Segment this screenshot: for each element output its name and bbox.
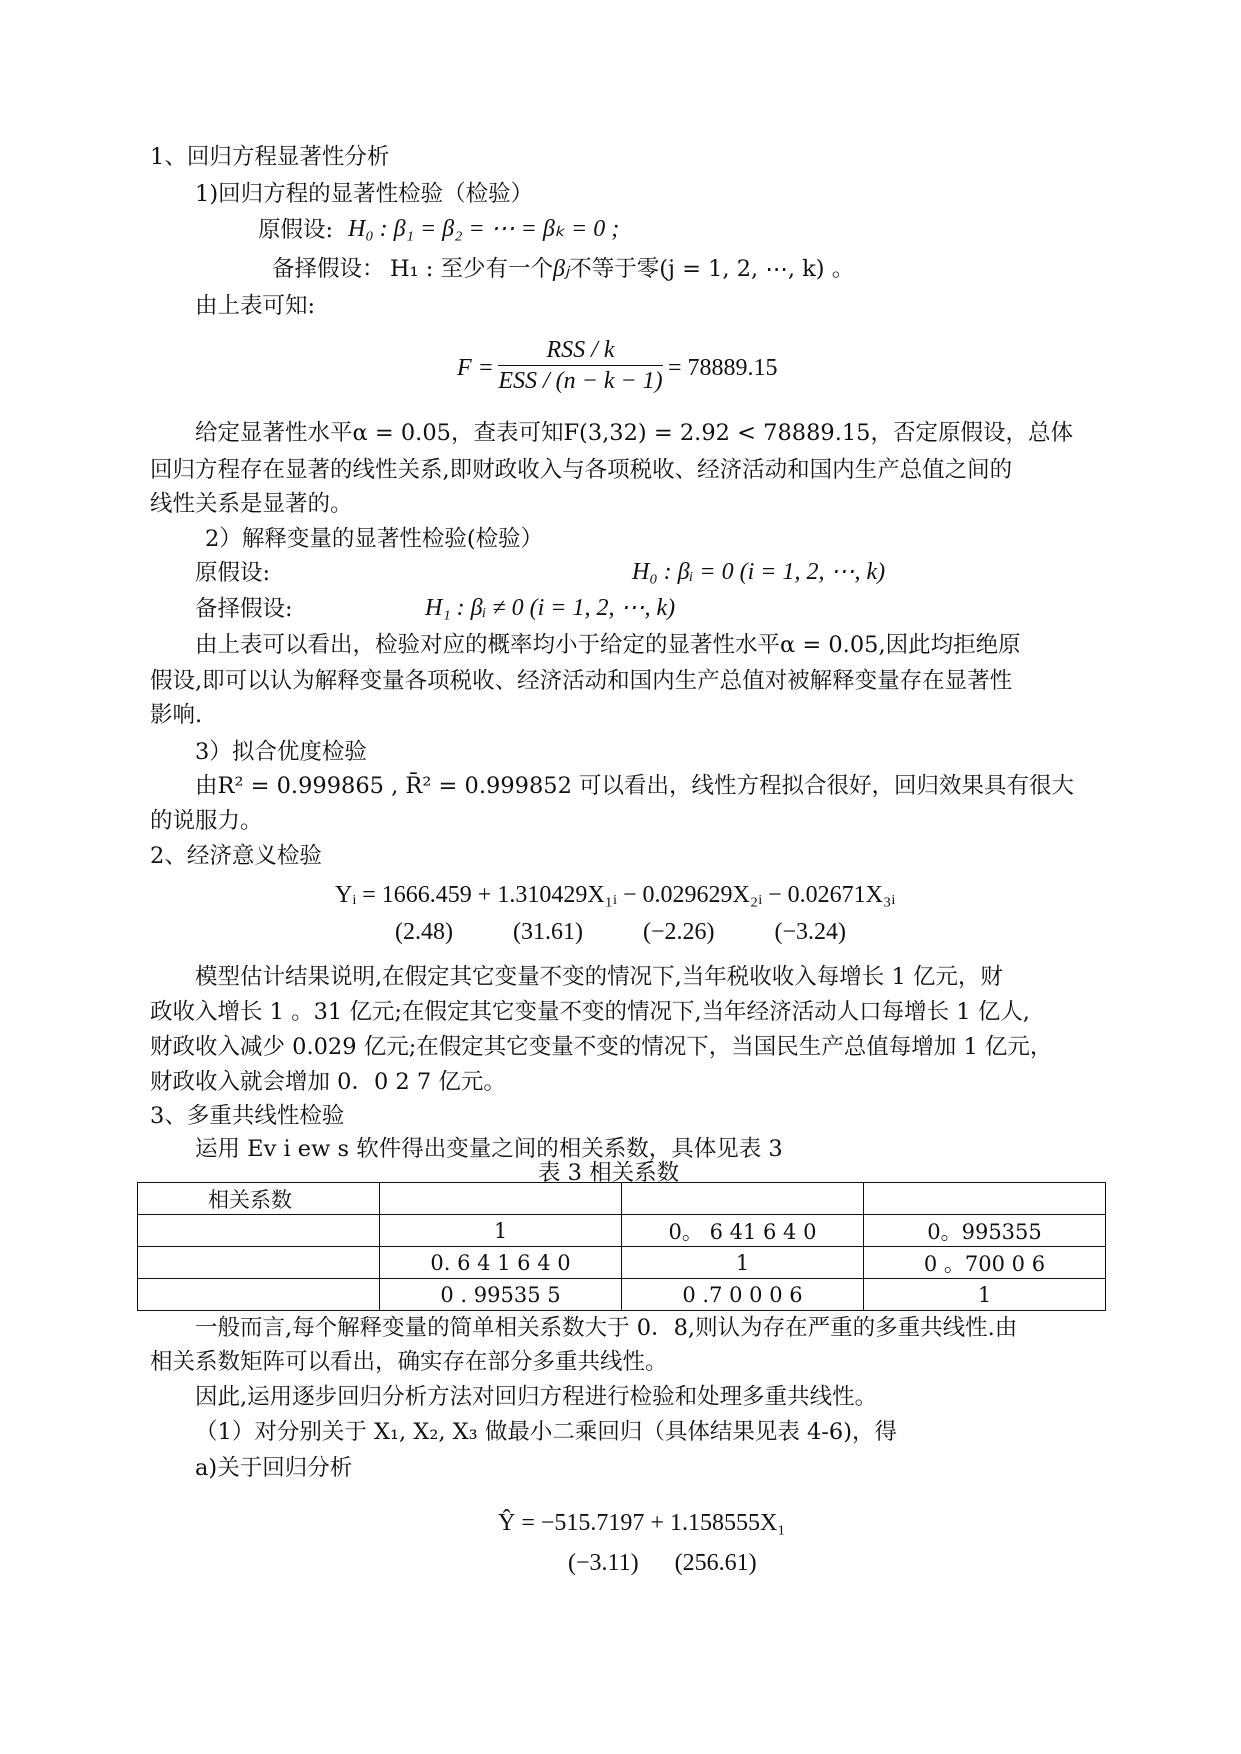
table-cell: 0 。700 0 6: [864, 1247, 1106, 1279]
t-test-null-label: 原假设:: [195, 560, 271, 586]
table-cell: [864, 1183, 1106, 1215]
table-header-cell: 相关系数: [138, 1183, 380, 1215]
table-cell: [622, 1183, 864, 1215]
null-hypothesis-label: 原假设:: [258, 217, 334, 243]
f-statistic-lhs: F =: [457, 355, 494, 381]
table-cell: 0 . 99535 5: [380, 1279, 622, 1311]
t-test-paragraph-line-1: 由上表可以看出，检验对应的概率均小于给定的显著性水平α = 0.05,因此均拒绝原: [195, 632, 1021, 658]
table-cell: 0 .7 0 0 0 6: [622, 1279, 864, 1311]
table-cell: [138, 1247, 380, 1279]
table-row: [138, 1183, 1106, 1215]
alt-hyp-part-a: H₁ : 至少有一个: [390, 256, 554, 282]
subsection-2-title: 2）解释变量的显著性检验(检验）: [205, 526, 544, 552]
stepwise-regression-line: 因此,运用逐步回归分析方法对回归方程进行检验和处理多重共线性。: [195, 1384, 878, 1410]
table-row: [138, 1279, 1106, 1311]
economic-meaning-line-2: 政收入增长 1 。31 亿元;在假定其它变量不变的情况下,当年经济活动人口每增长 1 亿人,: [150, 999, 1030, 1025]
table-cell: [138, 1279, 380, 1311]
f-test-paragraph-line-2: 回归方程存在显著的线性关系,即财政收入与各项税收、经济活动和国内生产总值之间的: [150, 457, 1013, 483]
t-test-paragraph-line-2: 假设,即可以认为解释变量各项税收、经济活动和国内生产总值对被解释变量存在显著性: [150, 668, 1013, 694]
table-cell: 1: [622, 1247, 864, 1279]
ols-regression-line: （1）对分别关于 X₁, X₂, X₃ 做最小二乘回归（具体结果见表 4-6)，得: [195, 1419, 898, 1445]
regression-equation-2: Ŷ = −515.7197 + 1.158555X₁: [498, 1510, 786, 1536]
economic-meaning-line-1: 模型估计结果说明,在假定其它变量不变的情况下,当年税收收入每增长 1 亿元，财: [195, 964, 1003, 990]
t-test-alt-label: 备择假设:: [195, 596, 293, 622]
regression-equation-1: Yᵢ = 1666.459 + 1.310429X₁ᵢ − 0.029629X₂ᵢ − 0.02671X₃ᵢ: [335, 882, 896, 908]
table-row: [138, 1215, 1106, 1247]
regression-equation-1-t-values: (2.48) (31.61) (−2.26) (−3.24): [395, 919, 847, 945]
alt-hyp-beta-j: βⱼ: [553, 256, 570, 282]
f-test-paragraph-line-1: 给定显著性水平α = 0.05，查表可知F(3,32) = 2.92 < 78889.15，否定原假设，总体: [195, 420, 1073, 446]
null-hypothesis-expression: H₀ : β₁ = β₂ = ⋯ = βₖ = 0 ;: [348, 216, 620, 242]
f-fraction-denominator: ESS / (n − k − 1): [498, 365, 663, 396]
table-row: [138, 1247, 1106, 1279]
alt-hyp-part-c: 不等于零(j = 1, 2, ⋯, k) 。: [569, 256, 855, 282]
table-cell: 0。 6 41 6 4 0: [622, 1215, 864, 1247]
table-cell: [138, 1215, 380, 1247]
section-3-heading: 3、多重共线性检验: [150, 1103, 345, 1129]
t-test-paragraph-line-3: 影响.: [150, 702, 203, 728]
multicollinearity-line-2: 相关系数矩阵可以看出，确实存在部分多重共线性。: [150, 1349, 668, 1375]
section-2-heading: 2、经济意义检验: [150, 843, 322, 869]
multicollinearity-line-1: 一般而言,每个解释变量的简单相关系数大于 0．8,则认为存在严重的多重共线性.由: [195, 1315, 1018, 1341]
table-reference-intro: 由上表可知:: [195, 293, 316, 319]
regression-analysis-subtitle: a)关于回归分析: [195, 1455, 353, 1481]
f-statistic-value: = 78889.15: [668, 355, 778, 381]
regression-equation-2-t-values: (−3.11) (256.61): [568, 1550, 757, 1576]
alternative-hypothesis-label: 备择假设：: [272, 256, 385, 282]
t-test-alt-expression: H₁ : βᵢ ≠ 0 (i = 1, 2, ⋯, k): [425, 595, 676, 621]
subsection-1-title: 1)回归方程的显著性检验（检验）: [195, 181, 534, 207]
f-fraction-numerator: RSS / k: [546, 337, 615, 363]
goodness-of-fit-line-2: 的说服力。: [150, 808, 263, 834]
subsection-3-title: 3）拟合优度检验: [195, 739, 367, 765]
eviews-paragraph: 运用 Ev i ew s 软件得出变量之间的相关系数，具体见表 3: [195, 1136, 783, 1162]
f-test-paragraph-line-3: 线性关系是显著的。: [150, 491, 353, 517]
goodness-of-fit-line-1: 由R² = 0.999865 , R̄² = 0.999852 可以看出，线性方程拟合很好，回归效果具有很大: [195, 773, 1075, 799]
alternative-hypothesis-expression: [390, 254, 854, 284]
table-cell: 1: [864, 1279, 1106, 1311]
t-test-null-expression: H₀ : βᵢ = 0 (i = 1, 2, ⋯, k): [632, 559, 886, 585]
table-cell: 0. 6 4 1 6 4 0: [380, 1247, 622, 1279]
table-caption: 表 3 相关系数: [538, 1160, 680, 1186]
correlation-table: [137, 1182, 1106, 1311]
table-cell: 1: [380, 1215, 622, 1247]
f-statistic-fraction: [498, 335, 663, 396]
economic-meaning-line-3: 财政收入减少 0.029 亿元;在假定其它变量不变的情况下，当国民生产总值每增加 1 亿元，: [150, 1034, 1053, 1060]
table-cell: [380, 1183, 622, 1215]
section-1-heading: 1、回归方程显著性分析: [150, 144, 390, 170]
economic-meaning-line-4: 财政收入就会增加 0．0 2 7 亿元。: [150, 1069, 506, 1095]
table-cell: 0。995355: [864, 1215, 1106, 1247]
